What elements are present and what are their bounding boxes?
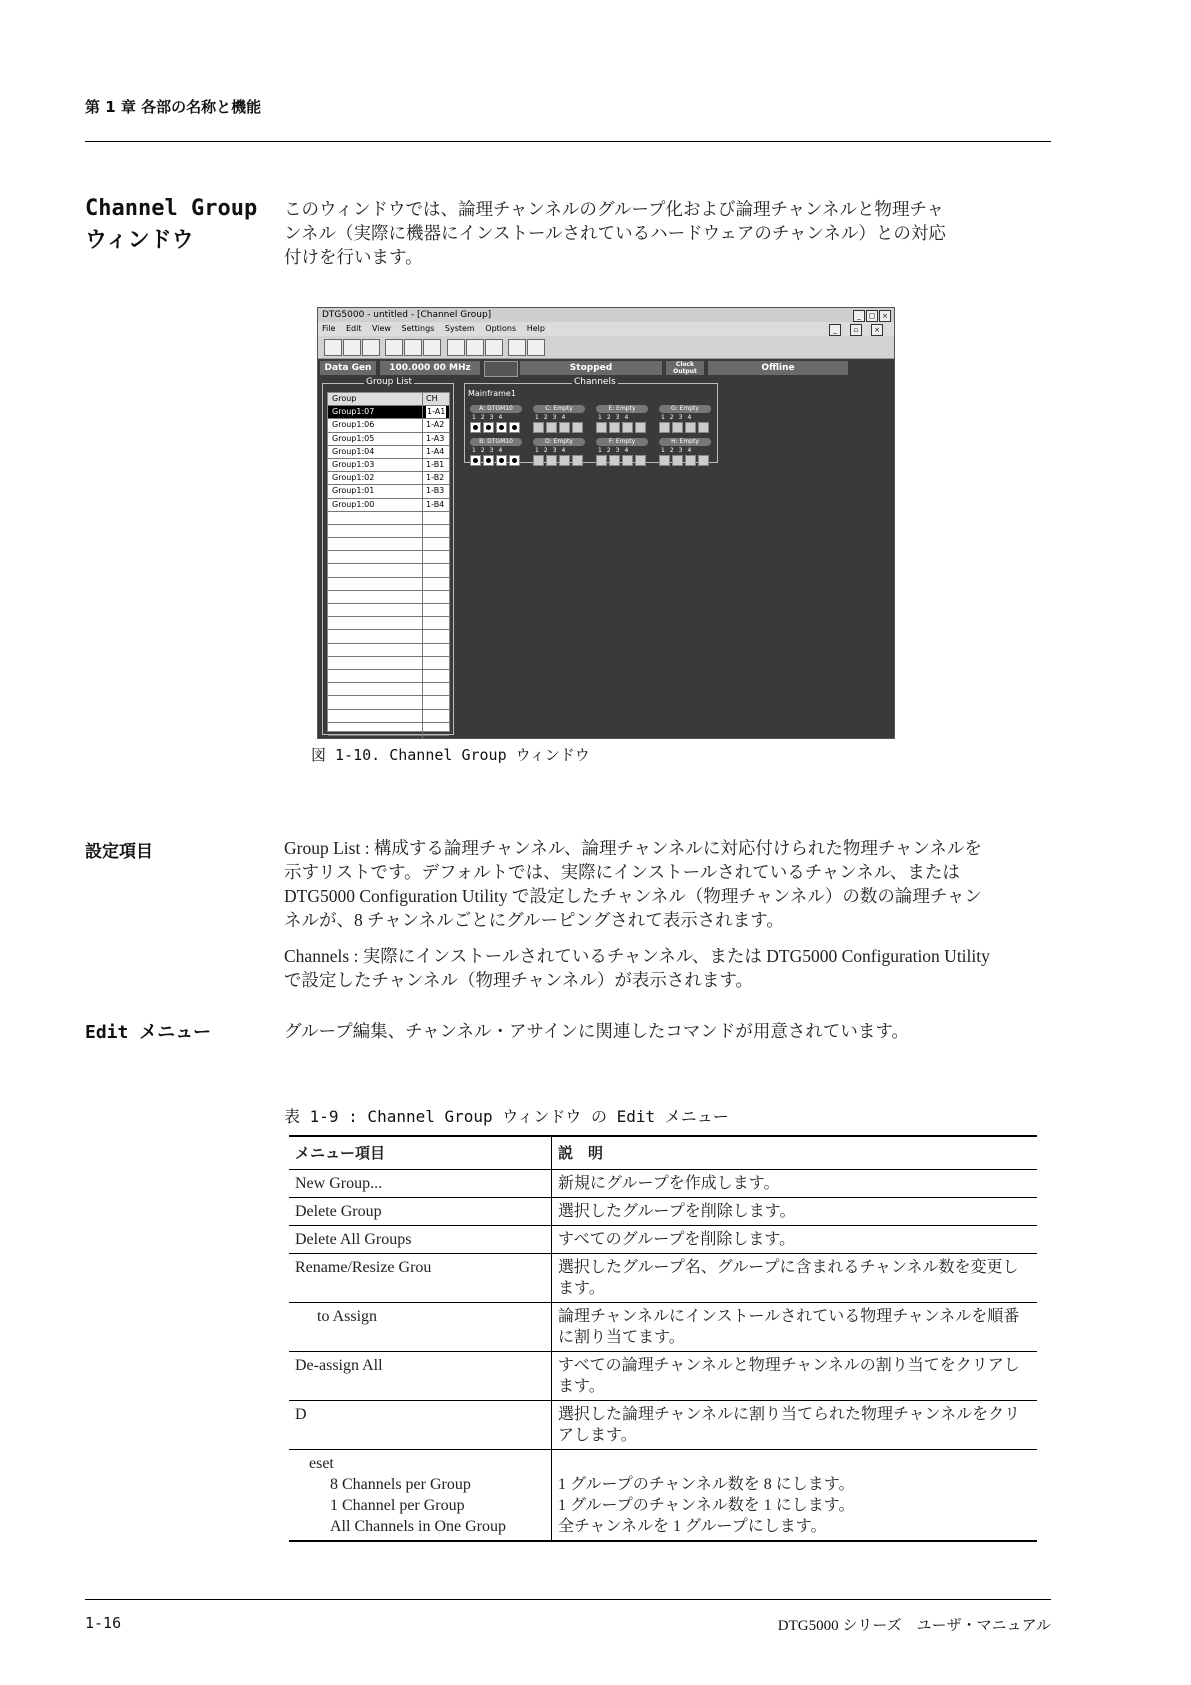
- window-menubar: [318, 322, 894, 336]
- reset-sub-desc: 1 グループのチャンネル数を 1 にします。: [558, 1497, 855, 1514]
- frequency-status[interactable]: 100.000 00 MHz: [380, 361, 480, 375]
- pin-numbers: 1234: [472, 414, 508, 421]
- grid-view-icon[interactable]: [385, 339, 403, 356]
- channel-pin[interactable]: [596, 422, 607, 433]
- ch-cell: 1-A2: [426, 420, 445, 430]
- settings-icon[interactable]: [527, 339, 545, 356]
- reset-sub-item: 1 Channel per Group: [330, 1497, 465, 1514]
- reset-sub-item: All Channels in One Group: [330, 1518, 506, 1535]
- ch-cell: 1-A4: [426, 446, 445, 456]
- pin-numbers: 1234: [472, 447, 508, 454]
- pin-numbers: 1234: [661, 414, 697, 421]
- group-cell: Group1:04: [332, 446, 375, 456]
- table-row[interactable]: [328, 433, 449, 446]
- channel-pin[interactable]: [698, 455, 709, 466]
- mainframe-label: Mainframe1: [468, 389, 516, 398]
- table-row[interactable]: [328, 499, 449, 512]
- col-divider: [422, 710, 423, 722]
- header-rule: [85, 141, 1051, 142]
- module-label: E: Empty: [596, 405, 648, 413]
- group-list-table[interactable]: [327, 392, 450, 732]
- table-row-empty[interactable]: [328, 604, 449, 617]
- settings-line: で設定したチャンネル（物理チャンネル）が表示されます。: [284, 970, 753, 990]
- table-row[interactable]: [328, 419, 449, 432]
- channel-pin[interactable]: [483, 422, 494, 433]
- channel-pin[interactable]: [685, 455, 696, 466]
- ch-cell: 1-B2: [426, 473, 445, 483]
- channel-pin[interactable]: [572, 455, 583, 466]
- channel-pin[interactable]: [546, 422, 557, 433]
- channel-pin[interactable]: [635, 422, 646, 433]
- channel-pin[interactable]: [533, 422, 544, 433]
- empty-rows: [328, 512, 449, 739]
- col-divider: [422, 446, 423, 458]
- edit-icon[interactable]: [447, 339, 465, 356]
- group-cell: Group1:05: [332, 433, 375, 443]
- channel-pin[interactable]: [659, 422, 670, 433]
- col-divider: [422, 512, 423, 524]
- figure-caption: 図 1-10. Channel Group ウィンドウ: [311, 746, 590, 764]
- child-window-controls: [828, 323, 891, 337]
- table-row-empty[interactable]: [328, 683, 449, 696]
- table-row: [289, 1401, 1037, 1450]
- table-row-empty[interactable]: [328, 696, 449, 709]
- col-divider: [422, 551, 423, 563]
- group-cell: Group1:03: [332, 459, 375, 469]
- pin-numbers: 1234: [535, 447, 571, 454]
- table-row-empty[interactable]: [328, 551, 449, 564]
- edit-menu-title: Edit メニュー: [85, 1022, 212, 1043]
- pin-numbers: 1234: [598, 414, 634, 421]
- channel-pin[interactable]: [622, 422, 633, 433]
- channel-pin[interactable]: [559, 422, 570, 433]
- table-row[interactable]: [328, 459, 449, 472]
- settings-line: DTG5000 Configuration Utility で設定したチャンネル（物理チャンネル）の数の論理チャン: [284, 886, 982, 906]
- table-row[interactable]: [328, 485, 449, 498]
- menu-item-cell: Rename/Resize Grou: [289, 1254, 552, 1303]
- edit-menu-paragraph: グループ編集、チャンネル・アサインに関連したコマンドが用意されています。: [284, 1021, 909, 1041]
- ch-cell: 1-B1: [426, 459, 445, 469]
- menu-file[interactable]: File: [322, 324, 336, 333]
- group-cell: Group1:01: [332, 486, 375, 496]
- channel-pin[interactable]: [546, 455, 557, 466]
- module-label: A: DTGM10: [470, 405, 522, 413]
- table-row[interactable]: [328, 446, 449, 459]
- channel-pin[interactable]: [698, 422, 709, 433]
- channel-pin[interactable]: [609, 422, 620, 433]
- col-divider: [422, 617, 423, 629]
- copy-icon[interactable]: [466, 339, 484, 356]
- child-minimize-icon[interactable]: _: [829, 324, 841, 336]
- reset-description-cell: [552, 1450, 1038, 1542]
- ch-cell: 1-B4: [426, 499, 445, 509]
- table-row: [289, 1198, 1037, 1226]
- reset-sub-item: 8 Channels per Group: [330, 1476, 471, 1493]
- settings-line: Group List : 構成する論理チャンネル、論理チャンネルに対応付けられた物理チャンネルを: [284, 838, 982, 858]
- module-label: F: Empty: [596, 438, 648, 446]
- col-divider: [422, 630, 423, 642]
- ch-cell: 1-A1: [427, 407, 446, 417]
- channel-pin[interactable]: [496, 455, 507, 466]
- channel-pin[interactable]: [496, 422, 507, 433]
- menu-item-cell: to Assign: [289, 1303, 552, 1352]
- section1-line: ンネル（実際に機器にインストールされているハードウェアのチャンネル）との対応: [284, 223, 946, 243]
- col-divider: [422, 683, 423, 695]
- col-divider: [422, 723, 423, 735]
- clock-output-label: Clock Output: [673, 361, 697, 375]
- description-cell: 論理チャンネルにインストールされている物理チャンネルを順番に割り当てます。: [558, 1308, 1020, 1346]
- settings-channels-paragraph: [284, 944, 1054, 992]
- channel-pin[interactable]: [509, 422, 520, 433]
- section1-line: 付けを行います。: [284, 247, 423, 267]
- print-icon[interactable]: [324, 339, 342, 356]
- reset-spacer: [558, 1453, 1031, 1474]
- window-title: DTG5000 - untitled - [Channel Group]: [322, 310, 492, 320]
- table-title: 表 1-9 : Channel Group ウィンドウ の Edit メニュー: [284, 1107, 729, 1126]
- table-row-empty[interactable]: [328, 710, 449, 723]
- channel-pin[interactable]: [509, 455, 520, 466]
- cut-icon[interactable]: [508, 339, 526, 356]
- channels-title: Channels: [574, 377, 616, 387]
- col-divider: [422, 578, 423, 590]
- col-divider: [422, 670, 423, 682]
- ch-col-header: CH: [426, 394, 438, 403]
- channel-pin[interactable]: [596, 455, 607, 466]
- table-row-empty[interactable]: [328, 538, 449, 551]
- section-title-window: ウィンドウ: [85, 228, 194, 253]
- description-cell: 選択したグループ名、グループに含まれるチャンネル数を変更します。: [558, 1259, 1019, 1297]
- menu-view[interactable]: View: [371, 324, 391, 333]
- child-close-icon[interactable]: ×: [871, 324, 883, 336]
- reset-sub-desc: 1 グループのチャンネル数を 8 にします。: [558, 1476, 855, 1493]
- table-row-empty[interactable]: [328, 512, 449, 525]
- section-title-channel-group: Channel Group: [85, 196, 258, 221]
- table-row-empty[interactable]: [328, 723, 449, 736]
- menu-settings[interactable]: Settings: [401, 324, 435, 333]
- chapter-header: 第 1 章 各部の名称と機能: [85, 98, 262, 116]
- group-cell: Group1:06: [332, 420, 375, 430]
- list-view-icon[interactable]: [362, 339, 380, 356]
- edit-menu-table: [289, 1135, 1037, 1542]
- channel-pin[interactable]: [672, 422, 683, 433]
- channel-pin[interactable]: [685, 422, 696, 433]
- col-divider: [422, 499, 423, 511]
- table-row: [289, 1303, 1037, 1352]
- menu-edit[interactable]: Edit: [345, 324, 362, 333]
- col-divider: [422, 472, 423, 484]
- table-row-empty[interactable]: [328, 630, 449, 643]
- col-divider: [422, 604, 423, 616]
- channel-pin[interactable]: [533, 455, 544, 466]
- table-row: [289, 1254, 1037, 1303]
- settings-group-list-paragraph: [284, 836, 1054, 932]
- menu-item-cell: D: [289, 1401, 552, 1450]
- window-titlebar: [318, 308, 894, 322]
- paste-icon[interactable]: [485, 339, 503, 356]
- table-row-empty[interactable]: [328, 578, 449, 591]
- module-label: H: Empty: [659, 438, 711, 446]
- window-toolbar: [318, 336, 894, 359]
- table-row: [289, 1170, 1037, 1198]
- menu-item-cell: New Group...: [289, 1170, 552, 1198]
- group-cell: Group1:07: [332, 407, 375, 417]
- window-controls: [852, 309, 891, 323]
- table-header-row: [289, 1136, 1037, 1170]
- child-restore-icon[interactable]: ▫: [850, 324, 862, 336]
- table-row-empty[interactable]: [328, 525, 449, 538]
- table-row: [289, 1226, 1037, 1254]
- col-divider: [422, 657, 423, 669]
- section1-line: このウィンドウでは、論理チャンネルのグループ化および論理チャンネルと物理チャ: [284, 199, 944, 219]
- footer-rule: [85, 1599, 1051, 1600]
- pin-numbers: 1234: [661, 447, 697, 454]
- group-cell: Group1:00: [332, 499, 375, 509]
- channel-pin[interactable]: [659, 455, 670, 466]
- menu-item-cell: De-assign All: [289, 1352, 552, 1401]
- pin-numbers: 1234: [535, 414, 571, 421]
- table-row-empty[interactable]: [328, 564, 449, 577]
- col-divider: [422, 433, 423, 445]
- mode-status[interactable]: Data Gen: [320, 361, 376, 375]
- header-description: 説 明: [558, 1144, 604, 1162]
- menu-item-cell: Delete Group: [289, 1198, 552, 1226]
- frequency-slider[interactable]: [484, 361, 518, 377]
- col-divider: [422, 564, 423, 576]
- menu-options[interactable]: Options: [485, 324, 517, 333]
- module-label: D: Empty: [533, 438, 585, 446]
- settings-title: 設定項目: [85, 842, 153, 862]
- channel-pin[interactable]: [572, 422, 583, 433]
- col-divider: [422, 459, 423, 471]
- channel-group-window-screenshot: [317, 307, 895, 739]
- module-label: G: Empty: [659, 405, 711, 413]
- group-col-header: Group: [332, 394, 357, 403]
- maximize-icon[interactable]: □: [866, 310, 878, 322]
- table-row: [289, 1352, 1037, 1401]
- group-list-title: Group List: [366, 377, 412, 387]
- reset-label: eset: [309, 1455, 334, 1472]
- footer-title: DTG5000 シリーズ ユーザ・マニュアル: [777, 1618, 1051, 1634]
- table-row-empty[interactable]: [328, 657, 449, 670]
- timing-view-icon[interactable]: [404, 339, 422, 356]
- pin-numbers: 1234: [598, 447, 634, 454]
- section1-paragraph: [284, 197, 1054, 269]
- col-divider: [422, 419, 423, 431]
- menu-help[interactable]: Help: [526, 324, 545, 333]
- channel-pin[interactable]: [622, 455, 633, 466]
- settings-line: ネルが、8 チャンネルごとにグルーピングされて表示されます。: [284, 910, 784, 930]
- reset-item-cell: [289, 1450, 552, 1542]
- group-list-header: [328, 393, 449, 406]
- window-statusbar: [318, 359, 894, 377]
- description-cell: すべてのグループを削除します。: [558, 1231, 796, 1248]
- waveform-icon[interactable]: [423, 339, 441, 356]
- channel-pin[interactable]: [470, 422, 481, 433]
- group-cell: Group1:02: [332, 473, 375, 483]
- run-state-status[interactable]: Stopped: [520, 361, 662, 375]
- table-row-empty[interactable]: [328, 736, 449, 739]
- col-divider: [422, 736, 423, 739]
- header-menu-item: メニュー項目: [289, 1136, 552, 1170]
- reset-sub-desc: 全チャンネルを 1 グループにします。: [558, 1518, 827, 1535]
- table-row-empty[interactable]: [328, 591, 449, 604]
- channel-pin[interactable]: [609, 455, 620, 466]
- description-cell: 新規にグループを作成します。: [558, 1175, 780, 1192]
- col-divider: [422, 406, 423, 418]
- col-divider: [422, 393, 423, 405]
- page-number: 1-16: [85, 1614, 122, 1632]
- menu-item-cell: Delete All Groups: [289, 1226, 552, 1254]
- table-row-empty[interactable]: [328, 617, 449, 630]
- description-cell: すべての論理チャンネルと物理チャンネルの割り当てをクリアします。: [558, 1357, 1020, 1395]
- col-divider: [422, 591, 423, 603]
- close-icon[interactable]: ×: [879, 310, 891, 322]
- ch-cell: 1-B3: [426, 486, 445, 496]
- menu-system[interactable]: System: [444, 324, 475, 333]
- save-icon[interactable]: [343, 339, 361, 356]
- col-divider: [422, 644, 423, 656]
- description-cell: 選択したグループを削除します。: [558, 1203, 796, 1220]
- module-label: B: DTGM10: [470, 438, 522, 446]
- description-cell: 選択した論理チャンネルに割り当てられた物理チャンネルをクリアします。: [558, 1406, 1021, 1444]
- table-row-empty[interactable]: [328, 670, 449, 683]
- channel-pin[interactable]: [672, 455, 683, 466]
- ch-cell: 1-A3: [426, 433, 445, 443]
- col-divider: [422, 525, 423, 537]
- table-row[interactable]: [328, 472, 449, 485]
- channel-pin[interactable]: [559, 455, 570, 466]
- channel-pin[interactable]: [470, 455, 481, 466]
- minimize-icon[interactable]: _: [853, 310, 865, 322]
- col-divider: [422, 485, 423, 497]
- channel-pin[interactable]: [635, 455, 646, 466]
- settings-line: Channels : 実際にインストールされているチャンネル、または DTG5000 Configuration Utility: [284, 946, 990, 966]
- clock-output-status[interactable]: [666, 361, 704, 375]
- online-status[interactable]: Offline: [708, 361, 848, 375]
- table-row[interactable]: [328, 406, 449, 419]
- col-divider: [422, 538, 423, 550]
- table-row-reset: [289, 1450, 1037, 1542]
- module-label: C: Empty: [533, 405, 585, 413]
- col-divider: [422, 696, 423, 708]
- table-row-empty[interactable]: [328, 644, 449, 657]
- settings-line: 示すリストです。デフォルトでは、実際にインストールされているチャンネル、または: [284, 862, 960, 882]
- channel-pin[interactable]: [483, 455, 494, 466]
